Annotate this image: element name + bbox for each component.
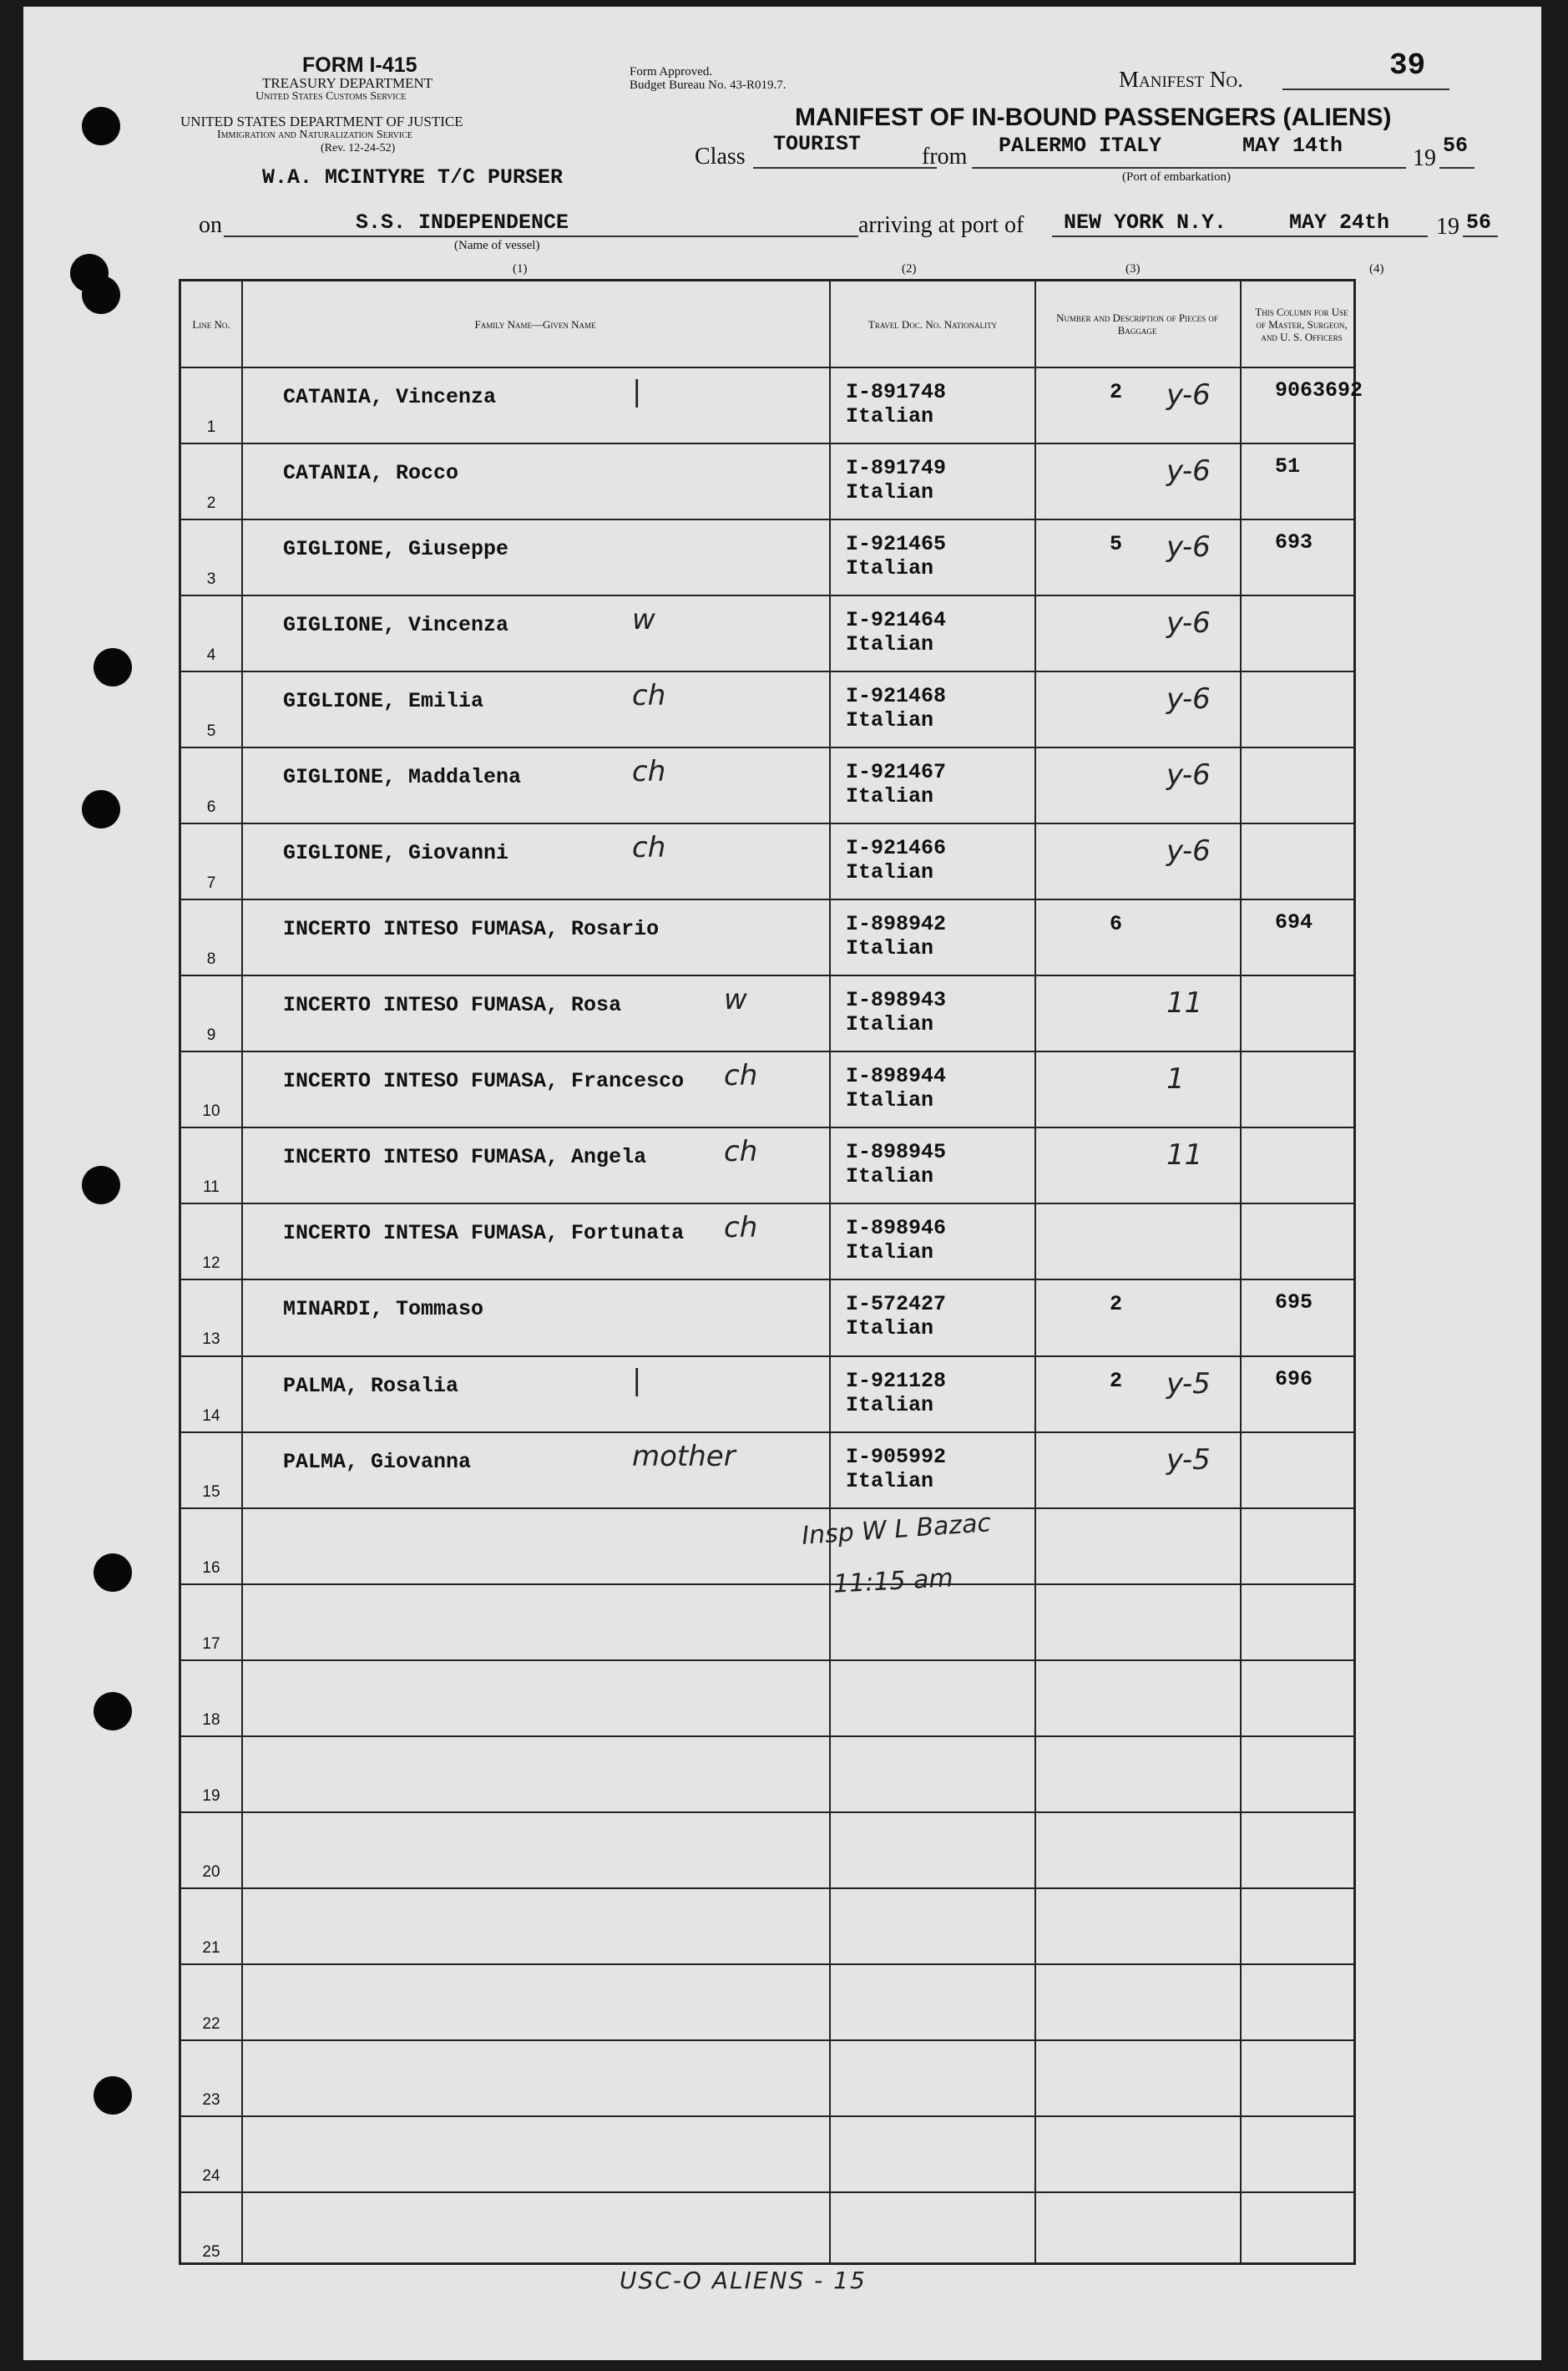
nationality: Italian: [846, 556, 934, 581]
column-number-2: (2): [902, 262, 917, 276]
baggage-note: 1: [1166, 1062, 1185, 1097]
dept-immigration: Immigration and Naturalization Service: [217, 129, 412, 141]
passenger-name: GIGLIONE, Giuseppe: [283, 537, 509, 562]
baggage-note: 11: [1166, 1138, 1203, 1173]
row-divider: [181, 1811, 1353, 1813]
arrival-year: 56: [1466, 210, 1492, 235]
line-number: 4: [206, 646, 216, 665]
passenger-name: INCERTO INTESO FUMASA, Rosa: [283, 993, 622, 1018]
line-number: 14: [202, 1406, 220, 1425]
nationality: Italian: [846, 404, 934, 428]
travel-doc-number: I-905992: [846, 1444, 947, 1469]
line-number: 3: [206, 570, 216, 589]
annotation-mark: ch: [724, 1135, 758, 1169]
baggage-note: y-6: [1166, 530, 1211, 565]
row-divider: [181, 1431, 1353, 1433]
nationality: Italian: [846, 860, 934, 885]
nationality: Italian: [846, 708, 934, 733]
class-label: Class: [695, 144, 746, 170]
row-divider: [181, 1279, 1353, 1280]
row-divider: [181, 1887, 1353, 1889]
annotation-mark: |: [632, 375, 642, 408]
row-divider: [181, 1659, 1353, 1661]
annotation-mark: ch: [724, 1211, 758, 1245]
nationality: Italian: [846, 480, 934, 505]
row-divider: [181, 2115, 1353, 2117]
row-divider: [181, 2039, 1353, 2041]
row-divider: [181, 1963, 1353, 1965]
baggage-note: y-5: [1166, 1366, 1211, 1401]
annotation-mark: ch: [724, 1059, 758, 1093]
row-divider: [181, 671, 1353, 672]
row-divider: [181, 1355, 1353, 1357]
line-number: 21: [202, 1938, 220, 1957]
baggage-note: y-6: [1166, 758, 1211, 793]
line-number: 8: [206, 950, 216, 969]
baggage-note: y-6: [1166, 606, 1211, 641]
col-head-doc: Travel Doc. No. Nationality: [867, 317, 998, 331]
line-number: 9: [206, 1026, 216, 1045]
passenger-name: PALMA, Giovanna: [283, 1449, 472, 1474]
row-divider: [181, 519, 1353, 520]
baggage-note: 11: [1166, 986, 1203, 1021]
travel-doc-number: I-898942: [846, 912, 947, 937]
from-label: from: [922, 144, 968, 170]
punch-hole: [94, 1553, 132, 1592]
baggage-note: y-6: [1166, 378, 1211, 412]
line-number: 2: [206, 494, 216, 513]
row-divider: [181, 975, 1353, 976]
row-divider: [181, 2191, 1353, 2193]
nationality: Italian: [846, 1012, 934, 1037]
port-embarkation-caption: (Port of embarkation): [1122, 170, 1231, 184]
annotation-mark: ch: [632, 755, 666, 789]
annotation-mark: |: [632, 1363, 642, 1397]
line-number: 23: [202, 2090, 220, 2109]
nationality: Italian: [846, 632, 934, 657]
nationality: Italian: [846, 936, 934, 961]
manifest-number: 39: [1389, 48, 1426, 83]
nationality: Italian: [846, 1316, 934, 1341]
baggage-note: y-6: [1166, 682, 1211, 717]
passenger-table: [179, 279, 1363, 2265]
travel-doc-number: I-921466: [846, 836, 947, 861]
annotation-mark: w: [632, 603, 655, 637]
inspection-time: 11:15 am: [832, 1563, 954, 1599]
punch-hole: [82, 790, 120, 828]
passenger-name: GIGLIONE, Vincenza: [283, 613, 509, 638]
dept-customs: United States Customs Service: [255, 90, 407, 103]
travel-doc-number: I-891748: [846, 380, 947, 404]
passenger-name: CATANIA, Vincenza: [283, 385, 497, 409]
row-divider: [181, 595, 1353, 596]
footer-note: USC-O ALIENS - 15: [620, 2267, 867, 2294]
purser-name: W.A. MCINTYRE T/C PURSER: [262, 165, 564, 190]
passenger-name: MINARDI, Tommaso: [283, 1297, 484, 1322]
punch-hole: [94, 1692, 132, 1730]
on-label: on: [199, 212, 222, 238]
budget-bureau: Budget Bureau No. 43-R019.7.: [630, 79, 787, 92]
officer-entry: 695: [1275, 1290, 1313, 1315]
line-number: 5: [206, 722, 216, 741]
travel-doc-number: I-898946: [846, 1216, 947, 1241]
punch-hole: [82, 1166, 120, 1204]
baggage-count: 2: [1110, 380, 1123, 404]
arrival-port: NEW YORK N.Y.: [1064, 210, 1227, 235]
nationality: Italian: [846, 1240, 934, 1265]
punch-hole: [94, 2076, 132, 2115]
baggage-note: y-6: [1166, 834, 1211, 869]
officer-entry: 694: [1275, 910, 1313, 935]
line-number: 7: [206, 874, 216, 893]
annotation-mark: mother: [632, 1439, 736, 1473]
line-number: 12: [202, 1254, 220, 1273]
line-number: 11: [203, 1178, 220, 1197]
baggage-note: y-5: [1166, 1442, 1211, 1477]
punch-hole: [82, 276, 120, 314]
passenger-name: CATANIA, Rocco: [283, 461, 459, 486]
nationality: Italian: [846, 1164, 934, 1189]
arriving-label: arriving at port of: [858, 212, 1024, 238]
officer-entry: 9063692: [1275, 378, 1363, 403]
nationality: Italian: [846, 1392, 934, 1417]
class-value: TOURIST: [773, 132, 862, 156]
row-divider: [181, 1507, 1353, 1509]
line-number: 6: [206, 798, 216, 817]
col-head-line-no: Line No.: [192, 317, 230, 331]
baggage-count: 5: [1110, 532, 1123, 557]
embarkation-port: PALERMO ITALY: [999, 134, 1162, 158]
line-number: 13: [202, 1330, 220, 1349]
row-divider: [181, 1051, 1353, 1052]
line-number: 24: [202, 2166, 220, 2185]
row-divider: [181, 1127, 1353, 1128]
passenger-name: INCERTO INTESO FUMASA, Rosario: [283, 917, 660, 942]
vessel-caption: (Name of vessel): [454, 239, 540, 252]
nationality: Italian: [846, 1468, 934, 1493]
manifest-no-label: Manifest No.: [1119, 67, 1243, 92]
passenger-name: PALMA, Rosalia: [283, 1373, 459, 1398]
punch-hole: [94, 648, 132, 686]
baggage-count: 2: [1110, 1368, 1123, 1393]
manifest-page: [23, 7, 1541, 2360]
line-number: 1: [206, 418, 216, 436]
row-divider: [181, 1203, 1353, 1204]
line-number: 17: [202, 1634, 220, 1653]
row-divider: [181, 1735, 1353, 1737]
passenger-name: INCERTO INTESO FUMASA, Angela: [283, 1145, 647, 1170]
column-number-3: (3): [1125, 262, 1141, 276]
line-number: 19: [202, 1786, 220, 1805]
travel-doc-number: I-898944: [846, 1064, 947, 1089]
baggage-count: 6: [1110, 912, 1123, 937]
annotation-mark: ch: [632, 679, 666, 713]
passenger-name: GIGLIONE, Maddalena: [283, 765, 522, 790]
form-approved: Form Approved.: [630, 65, 713, 79]
row-divider: [181, 443, 1353, 444]
form-title: FORM I-415: [302, 53, 417, 77]
punch-hole: [82, 107, 120, 145]
passenger-name: GIGLIONE, Giovanni: [283, 841, 509, 866]
passenger-name: INCERTO INTESA FUMASA, Fortunata: [283, 1221, 685, 1246]
travel-doc-number: I-898943: [846, 988, 947, 1013]
line-number: 20: [202, 1862, 220, 1881]
emb-year-prefix: 19: [1413, 145, 1436, 171]
travel-doc-number: I-898945: [846, 1140, 947, 1165]
dept-treasury: TREASURY DEPARTMENT: [262, 75, 433, 91]
nationality: Italian: [846, 784, 934, 809]
nationality: Italian: [846, 1088, 934, 1113]
annotation-mark: w: [724, 983, 747, 1017]
arr-year-prefix: 19: [1436, 214, 1459, 240]
travel-doc-number: I-891749: [846, 456, 947, 481]
arrival-date: MAY 24th: [1289, 210, 1390, 235]
line-number: 15: [202, 1482, 220, 1501]
row-divider: [181, 747, 1353, 748]
line-number: 18: [202, 1710, 220, 1729]
line-number: 22: [202, 2014, 220, 2033]
line-number: 16: [202, 1558, 220, 1577]
manifest-title: MANIFEST OF IN-BOUND PASSENGERS (ALIENS): [795, 104, 1392, 131]
column-number-1: (1): [513, 262, 528, 276]
embarkation-date: MAY 14th: [1242, 134, 1343, 158]
line-number: 10: [202, 1102, 220, 1121]
col-head-name: Family Name—Given Name: [474, 317, 596, 331]
row-divider: [181, 823, 1353, 824]
baggage-note: y-6: [1166, 454, 1211, 489]
dept-justice: UNITED STATES DEPARTMENT OF JUSTICE: [180, 114, 463, 129]
line-number: 25: [202, 2242, 220, 2261]
row-divider: [181, 1583, 1353, 1585]
passenger-name: GIGLIONE, Emilia: [283, 689, 484, 714]
passenger-name: INCERTO INTESO FUMASA, Francesco: [283, 1069, 685, 1094]
col-head-officers: This Column for Use of Master, Surgeon, and U. S. Officers: [1255, 305, 1348, 343]
officer-entry: 693: [1275, 530, 1313, 555]
baggage-count: 2: [1110, 1292, 1123, 1317]
embarkation-year: 56: [1443, 134, 1469, 158]
form-revision: (Rev. 12-24-52): [321, 142, 396, 155]
annotation-mark: ch: [632, 831, 666, 865]
officer-entry: 696: [1275, 1366, 1313, 1391]
travel-doc-number: I-921467: [846, 760, 947, 785]
travel-doc-number: I-921468: [846, 684, 947, 709]
col-head-baggage: Number and Description of Pieces of Baggage: [1056, 312, 1218, 337]
travel-doc-number: I-921128: [846, 1368, 947, 1393]
officer-entry: 51: [1275, 454, 1301, 479]
travel-doc-number: I-921465: [846, 532, 947, 557]
travel-doc-number: I-921464: [846, 608, 947, 633]
column-number-4: (4): [1369, 262, 1384, 276]
row-divider: [181, 899, 1353, 900]
travel-doc-number: I-572427: [846, 1292, 947, 1317]
inspector-note: Insp W L Bazac: [801, 1508, 993, 1551]
vessel-name: S.S. INDEPENDENCE: [356, 210, 569, 235]
